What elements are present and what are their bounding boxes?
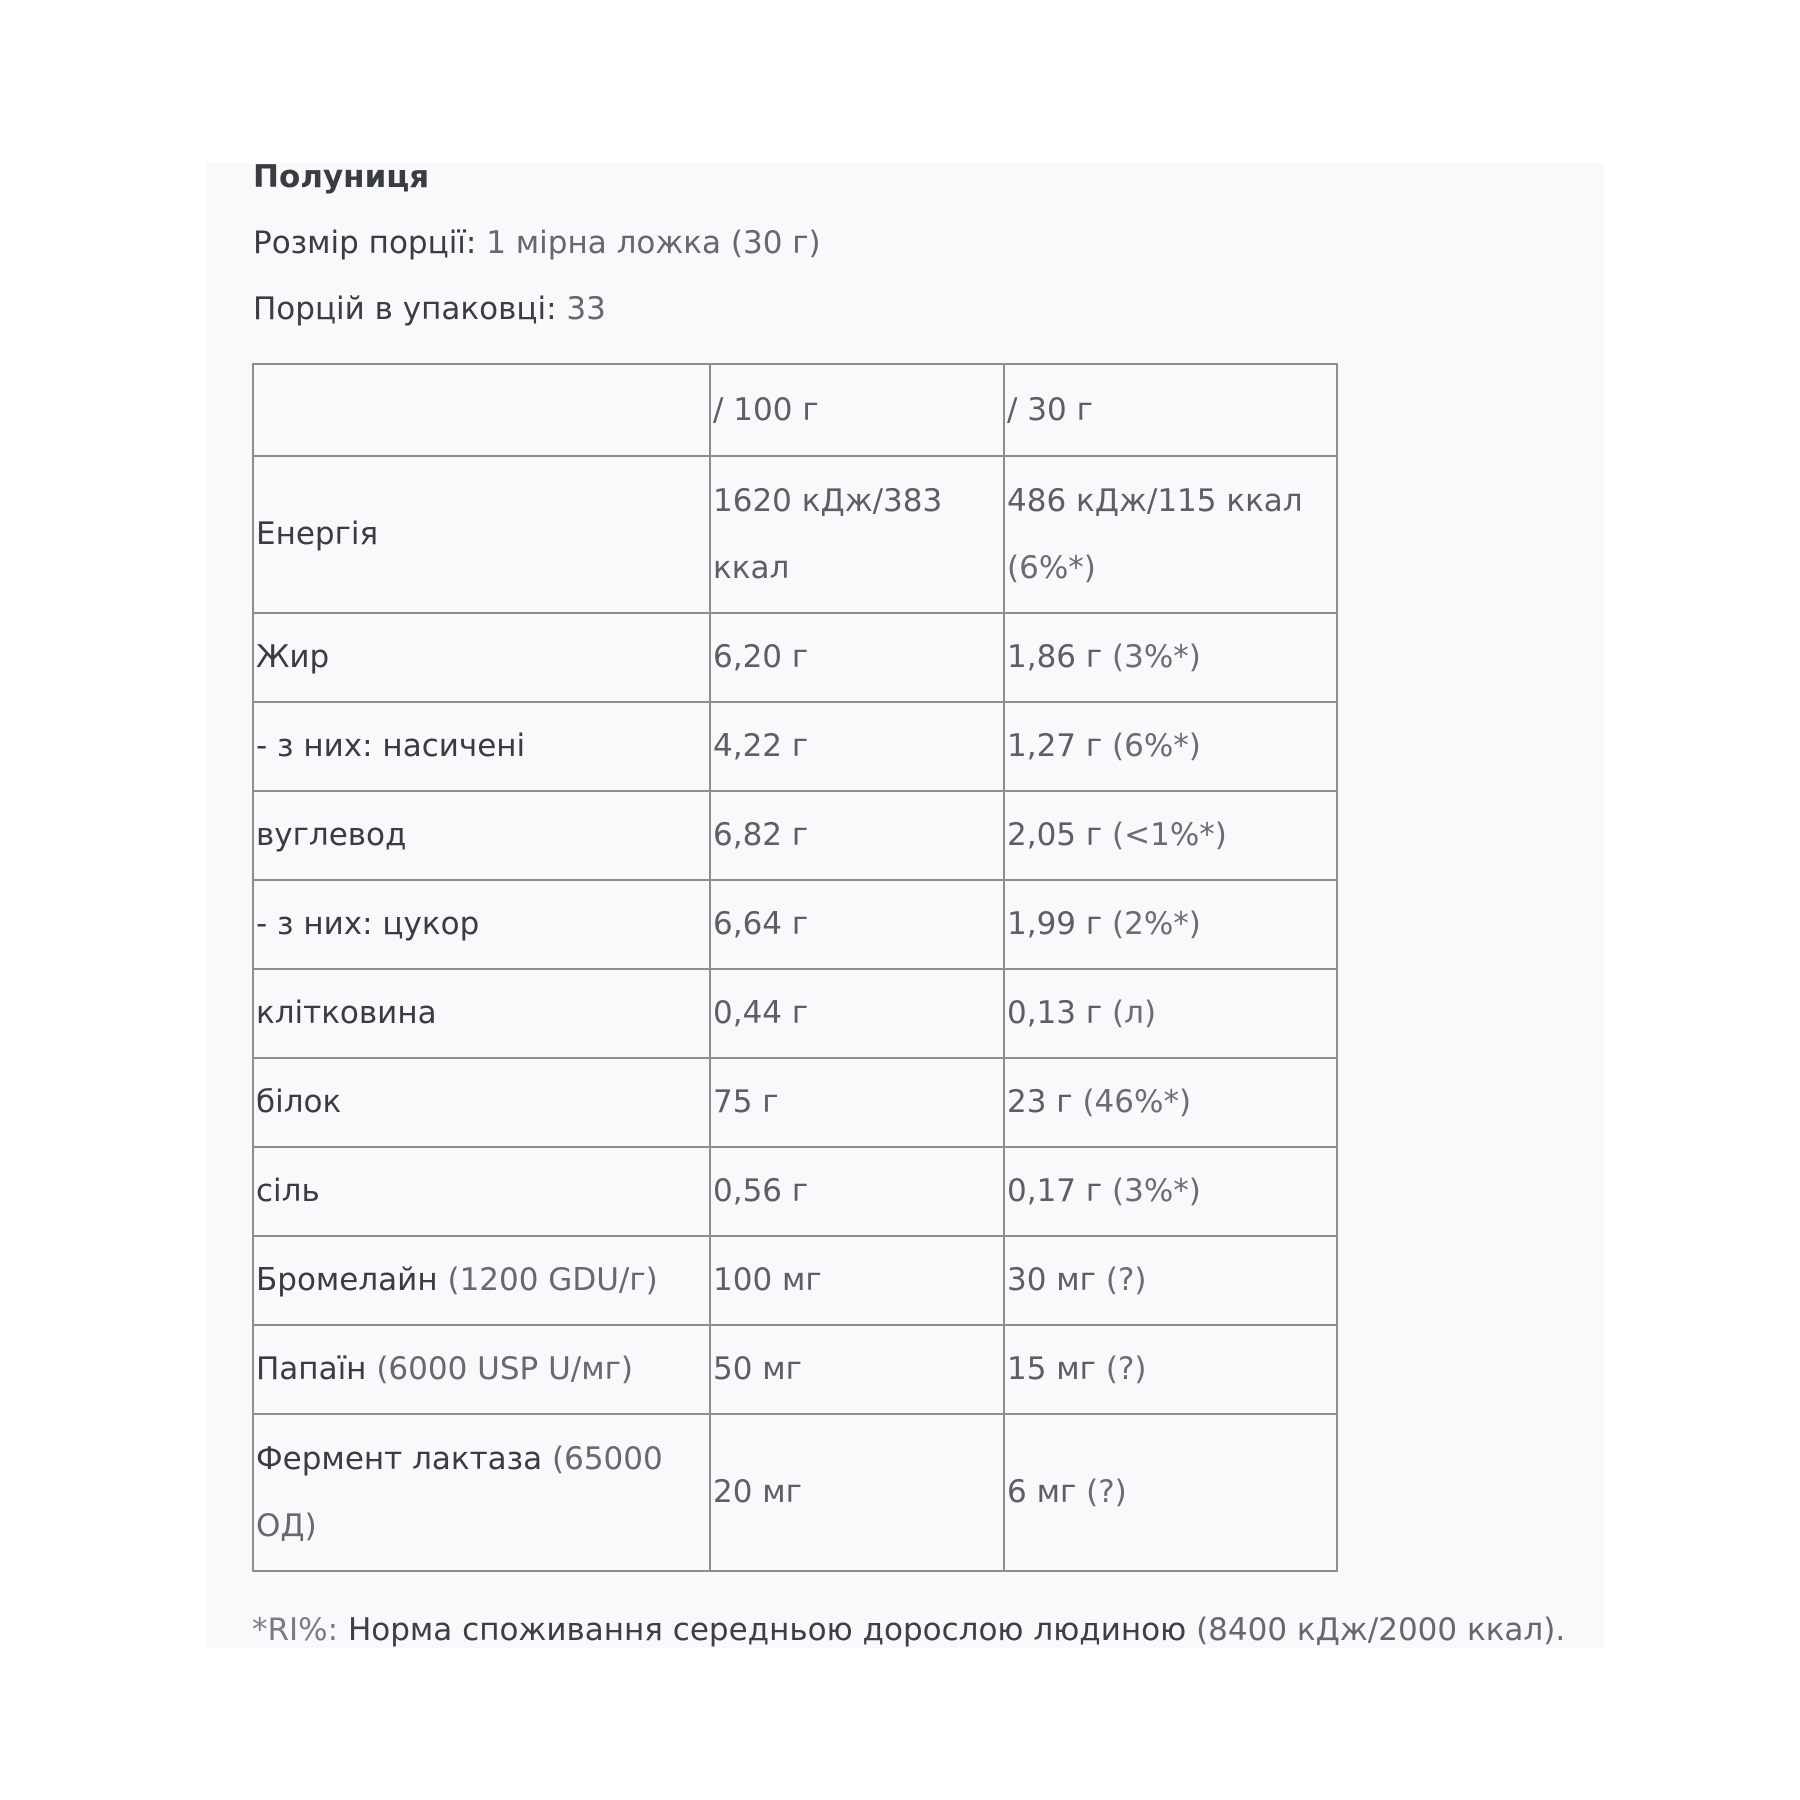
ri-footnote — [252, 1608, 1565, 1652]
nutrient-name-cell — [253, 791, 710, 880]
per100-value-cell: 20 мг — [710, 1414, 1004, 1571]
per30-value-cell — [1004, 1325, 1337, 1414]
flavor-title: Полуниця — [253, 159, 430, 195]
nutrient-name-cell — [253, 1414, 710, 1571]
nutrient-note: (1200 GDU/г) — [447, 1262, 658, 1298]
nutrient-name-cell — [253, 1147, 710, 1236]
nutrient-name: - з них: насичені — [256, 728, 526, 764]
per30-ri-percent: (?) — [1105, 1262, 1147, 1298]
nutrient-name-cell — [253, 613, 710, 702]
nutrient-name-cell — [253, 1325, 710, 1414]
per30-ri-percent: (46%*) — [1082, 1084, 1192, 1120]
table-row — [253, 1414, 1337, 1571]
table-row — [253, 1147, 1337, 1236]
ri-footnote-mark: *RI%: — [252, 1612, 339, 1648]
per30-value-cell — [1004, 791, 1337, 880]
per30-value: 6 мг — [1007, 1474, 1077, 1510]
table-row — [253, 613, 1337, 702]
nutrition-table — [252, 363, 1338, 1572]
per30-ri-percent: (л) — [1112, 995, 1157, 1031]
table-row — [253, 702, 1337, 791]
servings-per-pack-value: 33 — [566, 291, 606, 327]
per30-value-cell — [1004, 880, 1337, 969]
per30-value-cell — [1004, 1236, 1337, 1325]
per100-value-cell: 0,56 г — [710, 1147, 1004, 1236]
nutrient-name: Бромелайн — [256, 1262, 438, 1298]
per30-ri-percent: (2%*) — [1112, 906, 1201, 942]
nutrient-name: сіль — [256, 1173, 320, 1209]
nutrient-name-cell — [253, 456, 710, 613]
per100-value-cell: 100 мг — [710, 1236, 1004, 1325]
per30-ri-percent: (?) — [1086, 1474, 1127, 1510]
nutrient-name-cell — [253, 969, 710, 1058]
per30-ri-percent: (6%*) — [1007, 549, 1096, 586]
per30-ri-percent: (3%*) — [1112, 639, 1201, 675]
per100-value-cell: 6,20 г — [710, 613, 1004, 702]
per30-value: 486 кДж/115 ккал — [1007, 482, 1303, 519]
nutrient-name: Енергія — [256, 516, 379, 552]
per30-value-cell — [1004, 969, 1337, 1058]
nutrient-name-cell — [253, 880, 710, 969]
per30-value: 1,86 г — [1007, 639, 1103, 675]
per30-ri-percent: (<1%*) — [1112, 817, 1227, 853]
per30-value: 0,17 г — [1007, 1173, 1103, 1209]
nutrient-name: Жир — [256, 639, 330, 675]
per30-value-cell — [1004, 1058, 1337, 1147]
per100-value-cell: 75 г — [710, 1058, 1004, 1147]
table-row — [253, 1325, 1337, 1414]
per30-value: 15 мг — [1007, 1351, 1096, 1387]
header-per100-cell: / 100 г — [710, 364, 1004, 456]
per100-value-cell: 50 мг — [710, 1325, 1004, 1414]
per30-value: 0,13 г — [1007, 995, 1103, 1031]
per30-value: 1,27 г — [1007, 728, 1103, 764]
nutrient-name: Папаїн — [256, 1351, 367, 1387]
per30-ri-percent: (?) — [1105, 1351, 1147, 1387]
per30-value: 2,05 г — [1007, 817, 1103, 853]
table-row — [253, 880, 1337, 969]
per30-value: 30 мг — [1007, 1262, 1096, 1298]
nutrient-note: (65000 ОД) — [256, 1440, 663, 1544]
table-header-row — [253, 364, 1337, 456]
nutrient-name: - з них: цукор — [256, 906, 480, 942]
table-row — [253, 1236, 1337, 1325]
per30-value-cell — [1004, 702, 1337, 791]
per30-value: 1,99 г — [1007, 906, 1103, 942]
serving-size — [253, 222, 821, 264]
per30-value-cell — [1004, 1414, 1337, 1571]
servings-per-pack — [253, 288, 606, 330]
nutrient-name-cell — [253, 702, 710, 791]
servings-per-pack-label: Порцій в упаковці: — [253, 291, 557, 327]
nutrient-name: білок — [256, 1084, 342, 1120]
nutrient-name-cell — [253, 1058, 710, 1147]
per30-ri-percent: (3%*) — [1112, 1173, 1201, 1209]
ri-footnote-text: Норма споживання середньою дорослою людиною — [347, 1612, 1187, 1648]
per100-value-cell: 6,64 г — [710, 880, 1004, 969]
per30-value-cell — [1004, 1147, 1337, 1236]
nutrient-name: Фермент лактаза — [256, 1440, 543, 1477]
header-per30-cell: / 30 г — [1004, 364, 1337, 456]
per100-value-cell: 0,44 г — [710, 969, 1004, 1058]
per30-value-cell — [1004, 456, 1337, 613]
per30-ri-percent: (6%*) — [1112, 728, 1201, 764]
table-row — [253, 1058, 1337, 1147]
serving-size-value: 1 мірна ложка (30 г) — [486, 225, 821, 261]
nutrient-note: (6000 USP U/мг) — [376, 1351, 633, 1387]
per100-value-cell: 4,22 г — [710, 702, 1004, 791]
nutrient-name: вуглевод — [256, 817, 407, 853]
nutrient-name-cell — [253, 1236, 710, 1325]
per100-value-cell: 1620 кДж/383 ккал — [710, 456, 1004, 613]
per30-value-cell — [1004, 613, 1337, 702]
table-row — [253, 969, 1337, 1058]
table-row — [253, 456, 1337, 613]
serving-size-label: Розмір порції: — [253, 225, 477, 261]
header-name-cell — [253, 364, 710, 456]
nutrient-name: клітковина — [256, 995, 437, 1031]
ri-footnote-reference: (8400 кДж/2000 ккал). — [1196, 1612, 1566, 1648]
per100-value-cell: 6,82 г — [710, 791, 1004, 880]
table-row — [253, 791, 1337, 880]
per30-value: 23 г — [1007, 1084, 1073, 1120]
